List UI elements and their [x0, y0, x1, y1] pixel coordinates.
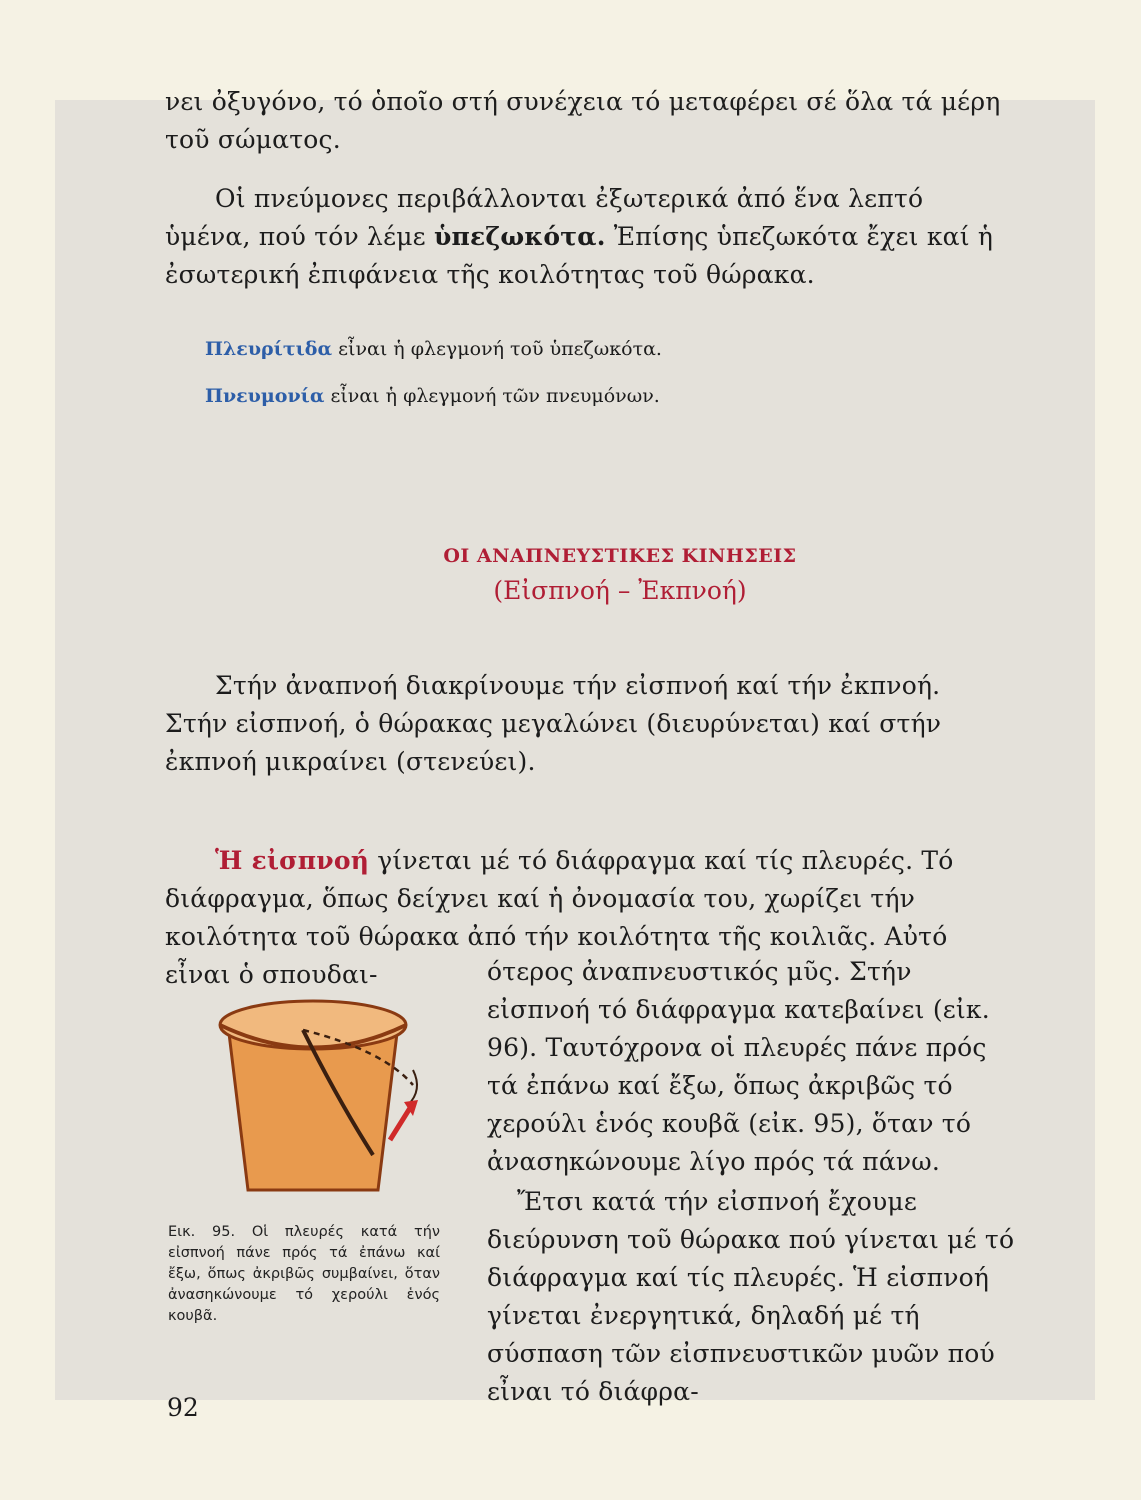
definition-text: εἶναι ἡ φλεγμονή τοῦ ὑπεζωκότα. — [332, 338, 662, 360]
paragraph-1: νει ὀξυγόνο, τό ὁποῖο στή συνέχεια τό μεταφέρει σέ ὅλα τά μέρη τοῦ σώματος. — [165, 87, 1001, 154]
section-heading: ΟΙ ΑΝΑΠΝΕΥΣΤΙΚΕΣ ΚΙΝΗΣΕΙΣ — [443, 545, 797, 567]
paragraph-4-continued: ότερος ἀναπνευστικός μῦς. Στήν εἰσπνοή τό διάφραγμα κατεβαίνει (εἰκ. 96). Ταυτόχρονα οἱ πλευρές πάνε πρός τά ἐπάνω καί ἔξω, ὅπως ἀκριβῶς τό χερούλι ἑνός κουβᾶ (εἰκ. 95), ὅταν τό ἀνασηκώνουμε λίγο πρός τά πάνω. — [487, 957, 990, 1176]
definition-term: Πνευμονία — [205, 385, 325, 407]
page-number: 92 — [167, 1393, 199, 1422]
paragraph-3: Στήν ἀναπνοή διακρίνουμε τήν εἰσπνοή καί τήν ἐκπνοή. Στήν εἰσπνοή, ὁ θώρακας μεγαλώνει (διευρύνεται) καί στήν ἐκπνοή μικραίνει (στενεύει). — [165, 671, 942, 776]
figure-caption: Εικ. 95. Οἱ πλευρές κατά τήν εἰσπνοή πάνε πρός τά ἐπάνω καί ἔξω, ὅπως ἀκριβῶς συμβαίνει, ὅταν ἀνασηκώνουμε τό χερούλι ἑνός κουβᾶ. — [168, 1224, 440, 1324]
paragraph-2-end: Ἐπίσης ὑπεζωκότα ἔχει καί ἡ ἐσωτερική ἐπιφάνεια τῆς κοιλότητας τοῦ θώρακα. — [165, 222, 994, 289]
definition-pneumonia — [205, 385, 660, 407]
bucket-figure — [208, 990, 433, 1200]
paragraph-2 — [165, 180, 1010, 294]
definition-text: εἶναι ἡ φλεγμονή τῶν πνευμόνων. — [324, 385, 660, 407]
section-subheading: (Εἰσπνοή – Ἐκπνοή) — [493, 576, 747, 605]
definition-pleuritis — [205, 338, 662, 360]
term-hypezokota: ὑπεζωκότα. — [433, 222, 606, 251]
paragraph-4-start: γίνεται μέ τό διάφραγμα καί τίς πλευρές. Τό διάφραγμα, ὅπως δείχνει καί ἡ ὀνομασία του, χωρίζει τήν κοιλότητα τοῦ θώρακα ἀπό τήν κοιλότητα τῆς κοιλιᾶς. Αὐτό εἶναι ὁ σπουδαι- — [165, 846, 954, 989]
paragraph-5: Ἔτσι κατά τήν εἰσπνοή ἔχουμε διεύρυνση τοῦ θώρακα πού γίνεται μέ τό διάφραγμα καί τίς πλευρές. Ἡ εἰσπνοή γίνεται ἐνεργητικά, δηλαδή μέ τή σύσπαση τῶν εἰσπνευστικῶν μυῶν πού εἶναι τό διάφρα- — [487, 1187, 1015, 1406]
bucket-rim — [220, 1001, 406, 1049]
motion-arrow — [390, 1108, 410, 1140]
definition-term: Πλευρίτιδα — [205, 338, 333, 360]
paragraph-2-start: Οἱ πνεύμονες περιβάλλονται ἐξωτερικά ἀπό ἕνα λεπτό ὑμένα, πού τόν λέμε — [165, 184, 924, 251]
term-inhalation: Ἡ εἰσπνοή — [215, 846, 370, 875]
handle-arc-arrow — [408, 1070, 417, 1105]
